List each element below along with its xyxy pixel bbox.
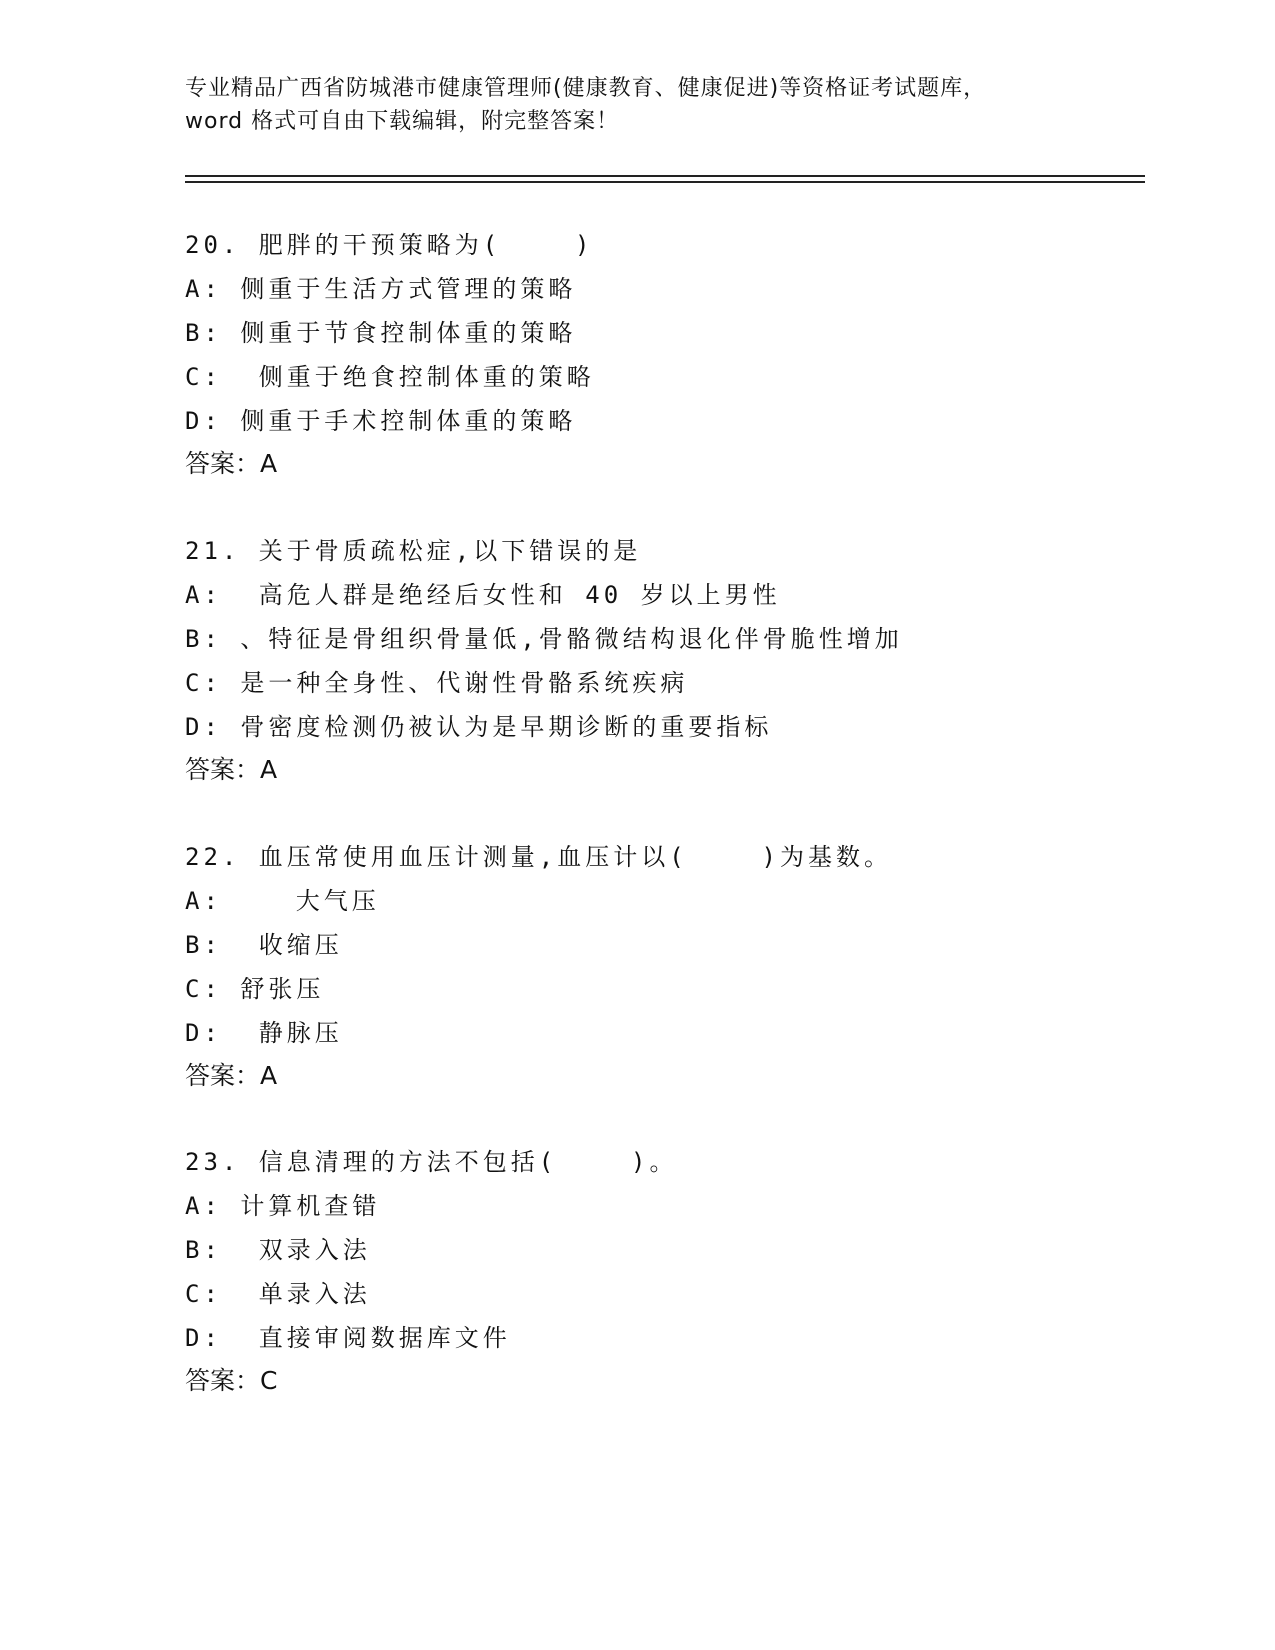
answer-label: 答案：A (185, 449, 278, 478)
option-d: D: 静脉压 (185, 1019, 343, 1047)
option-b: B: 收缩压 (185, 931, 343, 959)
document-header (185, 72, 1085, 138)
question-stem: 22. 血压常使用血压计测量,血压计以( )为基数。 (185, 843, 892, 871)
option-b: B: 、特征是骨组织骨量低,骨骼微结构退化伴骨脆性增加 (185, 625, 903, 653)
option-d: D: 骨密度检测仍被认为是早期诊断的重要指标 (185, 713, 773, 741)
option-b: B: 侧重于节食控制体重的策略 (185, 319, 577, 347)
option-a: A: 高危人群是绝经后女性和 40 岁以上男性 (185, 581, 781, 609)
answer-label: 答案：A (185, 1061, 278, 1090)
option-c: C: 单录入法 (185, 1280, 371, 1308)
header-rule-bottom (185, 181, 1145, 183)
option-b: B: 双录入法 (185, 1236, 371, 1264)
option-d: D: 侧重于手术控制体重的策略 (185, 407, 577, 435)
option-c: C: 侧重于绝食控制体重的策略 (185, 363, 595, 391)
header-rule-top (185, 175, 1145, 177)
option-d: D: 直接审阅数据库文件 (185, 1324, 511, 1352)
answer-label: 答案：A (185, 755, 278, 784)
header-line-1: 专业精品广西省防城港市健康管理师(健康教育、健康促进)等资格证考试题库， (185, 76, 987, 101)
answer-label: 答案：C (185, 1366, 278, 1395)
question-stem: 20. 肥胖的干预策略为( ) (185, 231, 594, 259)
header-line-2: word 格式可自由下载编辑，附完整答案！ (185, 109, 620, 134)
option-a: A: 侧重于生活方式管理的策略 (185, 275, 577, 303)
question-stem: 21. 关于骨质疏松症,以下错误的是 (185, 537, 642, 565)
option-c: C: 舒张压 (185, 975, 325, 1003)
question-stem: 23. 信息清理的方法不包括( )。 (185, 1148, 678, 1176)
option-a: A: 大气压 (185, 887, 380, 915)
option-a: A: 计算机查错 (185, 1192, 381, 1220)
option-c: C: 是一种全身性、代谢性骨骼系统疾病 (185, 669, 689, 697)
